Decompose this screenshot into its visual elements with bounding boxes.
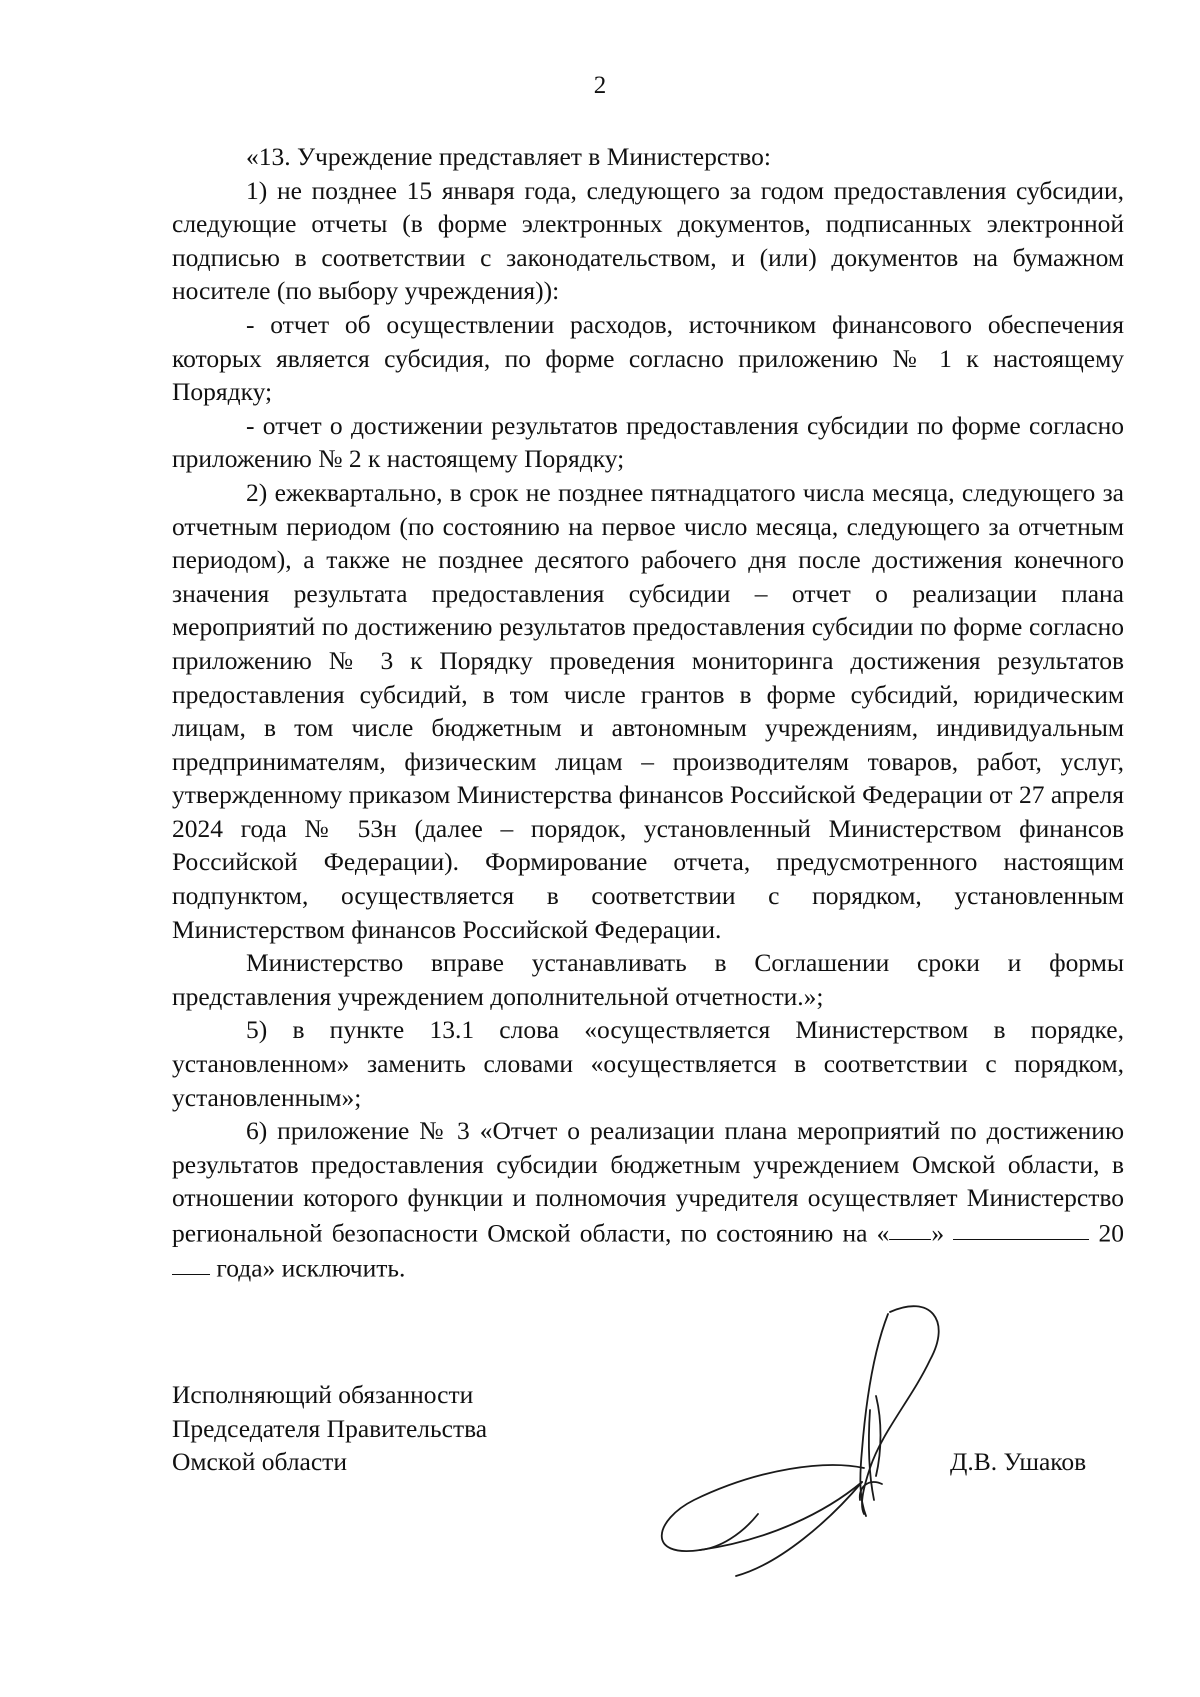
year-blank <box>172 1248 210 1275</box>
paragraph-item-13-heading: «13. Учреждение представляет в Министерство: <box>246 142 772 171</box>
amendment-6-text-after: года» исключить. <box>210 1253 406 1283</box>
signatory-name: Д.В. Ушаков <box>950 1447 1087 1476</box>
page-number: 2 <box>593 72 607 99</box>
paragraph-ministry-right: Министерство вправе устанавливать в Соглашении сроки и формы представления учреждением дополнительной отчетности.»; <box>172 948 1124 1011</box>
paragraph-report-results: - отчет о достижении результатов предоставления субсидии по форме согласно приложению № 2 к настоящему Порядку; <box>172 410 1124 474</box>
paragraph-subitem-1: 1) не позднее 15 января года, следующего за годом предоставления субсидии, следующие отчеты (в форме электронных документов, подписанных электронной подписью в соответствии с законодательством, и (или) документов на бумажном носителе (по выбору учреждения)): <box>172 175 1124 306</box>
handwritten-signature <box>630 1300 970 1580</box>
signatory-title-line-3: Омской области <box>172 1447 347 1477</box>
paragraph-report-expenses: - отчет об осуществлении расходов, источником финансового обеспечения которых является субсидия, по форме согласно приложению № 1 к настоящему Порядку; <box>172 309 1124 407</box>
paragraph-amendment-6 <box>172 1114 1124 1285</box>
amendment-6-text-before: 6) приложение № 3 «Отчет о реализации плана мероприятий по достижению результатов предоставления субсидии бюджетным учреждением Омской области, в отношении которого функции и полномочия учредителя осуществляет Министерство региональной безопасности Омской области, по состоянию на « <box>172 1116 1124 1248</box>
amendment-6-text-mid1: » <box>931 1218 954 1248</box>
paragraph-subitem-2: 2) ежеквартально, в срок не позднее пятнадцатого числа месяца, следующего за отчетным периодом (по состоянию на первое число месяца, следующего за отчетным периодом), а также не позднее десятого рабочего дня после достижения конечного значения результата предоставления субсидии – отчет о реализации плана мероприятий по достижению результатов предоставления субсидии по форме согласно приложению № 3 к Порядку проведения мониторинга достижения результатов предоставления субсидий, в том числе грантов в форме субсидий, юридическим лицам, в том числе бюджетным и автономным учреждениям, индивидуальным предпринимателям, физическим лицам – производителям товаров, работ, услуг, утвержденному приказом Министерства финансов Российской Федерации от 27 апреля 2024 года № 53н (далее – порядок, установленный Министерством финансов Российской Федерации). Формирование отчета, предусмотренного настоящим подпунктом, осуществляется в соответствии с порядком, установленным Министерством финансов Российской Федерации. <box>172 477 1124 944</box>
signatory-title-line-2: Председателя Правительства <box>172 1413 488 1443</box>
signatory-title-line-1: Исполняющий обязанности <box>172 1380 474 1409</box>
day-blank <box>889 1213 931 1240</box>
signatory-title <box>172 1378 487 1479</box>
paragraph-amendment-5: 5) в пункте 13.1 слова «осуществляется Министерством в порядке, установленном» заменить словами «осуществляется в соответствии с порядком, установленным»; <box>172 1015 1124 1112</box>
document-body <box>172 140 1124 1285</box>
amendment-6-text-mid2: 20 <box>1089 1218 1125 1248</box>
month-blank <box>953 1213 1089 1240</box>
